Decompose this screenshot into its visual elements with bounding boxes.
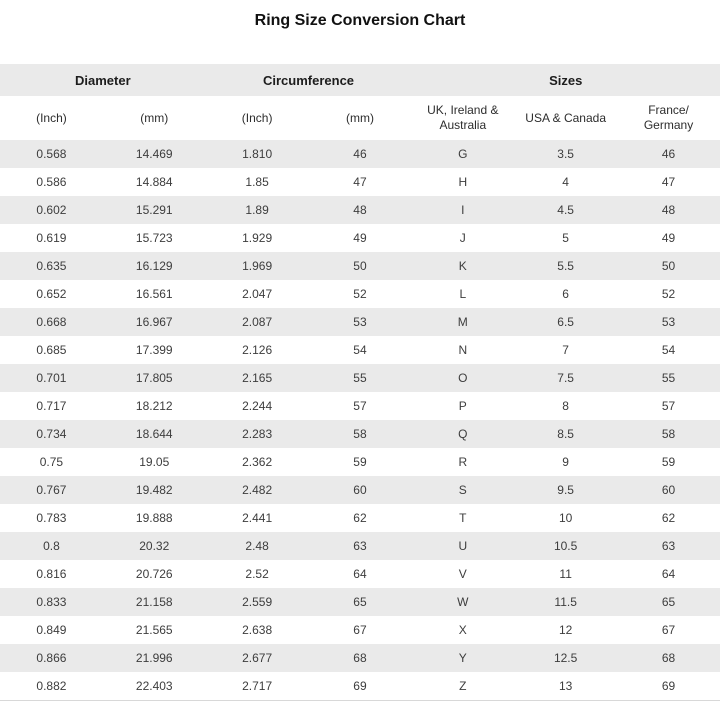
table-cell: U: [411, 532, 514, 560]
column-header-inch: (Inch): [0, 96, 103, 140]
table-cell: 1.85: [245, 175, 269, 189]
table-cell: 55: [617, 364, 720, 392]
table-cell: 9.5: [514, 476, 617, 504]
table-cell: 6: [562, 287, 569, 301]
table-cell: 0.668: [0, 308, 103, 336]
table-cell: 7: [562, 343, 569, 357]
table-cell: 0.685: [36, 343, 67, 357]
table-cell: 2.087: [206, 308, 309, 336]
table-cell: 17.805: [103, 364, 206, 392]
table-cell: 64: [353, 567, 367, 581]
table-cell: 64: [661, 567, 676, 581]
table-cell: 8.5: [514, 420, 617, 448]
table-cell: 2.244: [242, 399, 273, 413]
column-header-mm: (mm): [309, 96, 412, 140]
table-cell: 0.882: [0, 672, 103, 701]
table-cell: 2.441: [242, 511, 273, 525]
table-cell: 48: [617, 196, 720, 224]
table-cell: 0.866: [0, 644, 103, 672]
table-cell: 17.399: [135, 343, 173, 357]
table-cell: 0.75: [39, 455, 64, 469]
table-cell: O: [411, 364, 514, 392]
table-cell: 7.5: [514, 364, 617, 392]
table-cell: 19.482: [103, 476, 206, 504]
table-cell: 65: [617, 588, 720, 616]
table-row: [0, 252, 720, 280]
table-cell: 10: [558, 511, 573, 525]
table-cell: 60: [617, 476, 720, 504]
table-cell: 58: [617, 420, 720, 448]
ring-size-conversion-table: [0, 64, 720, 701]
table-cell: S: [411, 476, 514, 504]
table-cell: 50: [309, 252, 412, 280]
table-cell: 52: [661, 287, 676, 301]
table-cell: 12.5: [514, 644, 617, 672]
group-header-circumference: Circumference: [206, 64, 412, 96]
table-cell: 53: [309, 308, 412, 336]
table-row: [0, 196, 720, 224]
table-cell: 21.996: [103, 644, 206, 672]
table-cell: Q: [411, 420, 514, 448]
table-cell: 0.701: [0, 364, 103, 392]
table-cell: 22.403: [103, 672, 206, 701]
table-cell: 11: [559, 567, 572, 581]
table-cell: 0.783: [36, 511, 67, 525]
table-cell: 2.047: [242, 287, 273, 301]
table-cell: Y: [411, 644, 514, 672]
table-cell: 3.5: [514, 140, 617, 168]
table-cell: 21.565: [135, 623, 173, 637]
table-row: [0, 392, 720, 420]
table-cell: 69: [617, 672, 720, 701]
column-header-mm: (mm): [103, 96, 206, 140]
table-cell: 21.158: [103, 588, 206, 616]
table-row: [0, 168, 720, 196]
table-row: [0, 504, 720, 532]
table-cell: 54: [353, 343, 367, 357]
table-cell: 0.816: [36, 567, 67, 581]
table-cell: 68: [617, 644, 720, 672]
table-row: [0, 140, 720, 168]
table-header: [0, 64, 720, 140]
table-cell: 0.602: [0, 196, 103, 224]
table-cell: 57: [661, 399, 676, 413]
table-cell: 48: [309, 196, 412, 224]
table-row: [0, 280, 720, 308]
table-cell: 11.5: [514, 588, 617, 616]
table-cell: 55: [309, 364, 412, 392]
table-cell: 0.849: [36, 623, 67, 637]
table-cell: N: [458, 343, 468, 357]
table-cell: 2.165: [206, 364, 309, 392]
group-header-sizes: Sizes: [411, 64, 720, 96]
table-cell: 0.652: [36, 287, 67, 301]
table-cell: T: [459, 511, 467, 525]
table-cell: 62: [353, 511, 367, 525]
table-cell: 1.810: [206, 140, 309, 168]
table-cell: 5.5: [514, 252, 617, 280]
table-cell: 14.469: [103, 140, 206, 168]
table-cell: 67: [353, 623, 367, 637]
table-cell: 20.32: [103, 532, 206, 560]
table-row: [0, 336, 720, 364]
column-header-france-germany: France/ Germany: [617, 96, 720, 140]
table-cell: I: [411, 196, 514, 224]
group-header-row: [0, 64, 720, 96]
table-cell: 9: [562, 455, 569, 469]
table-row: [0, 532, 720, 560]
table-cell: 0.8: [0, 532, 103, 560]
table-cell: 59: [661, 455, 676, 469]
table-cell: 63: [617, 532, 720, 560]
table-cell: 19.888: [135, 511, 173, 525]
table-cell: 18.644: [103, 420, 206, 448]
table-row: [0, 308, 720, 336]
table-cell: X: [458, 623, 467, 637]
table-cell: M: [411, 308, 514, 336]
table-body: [0, 140, 720, 701]
table-row: [0, 476, 720, 504]
table-cell: 60: [309, 476, 412, 504]
table-cell: 6.5: [514, 308, 617, 336]
table-cell: L: [459, 287, 467, 301]
table-cell: 15.723: [135, 231, 173, 245]
table-cell: 2.362: [242, 455, 273, 469]
table-cell: 16.129: [103, 252, 206, 280]
table-cell: 19.05: [139, 455, 170, 469]
table-cell: H: [458, 175, 468, 189]
table-cell: 57: [353, 399, 367, 413]
table-cell: G: [411, 140, 514, 168]
table-cell: 0.635: [0, 252, 103, 280]
table-cell: 10.5: [514, 532, 617, 560]
table-cell: 65: [309, 588, 412, 616]
table-cell: 20.726: [135, 567, 173, 581]
table-cell: 1.929: [242, 231, 273, 245]
table-cell: 4.5: [514, 196, 617, 224]
table-cell: P: [458, 399, 467, 413]
table-row: [0, 644, 720, 672]
table-cell: 50: [617, 252, 720, 280]
table-cell: 52: [353, 287, 367, 301]
table-cell: V: [458, 567, 467, 581]
table-cell: 2.48: [206, 532, 309, 560]
table-cell: 68: [309, 644, 412, 672]
table-cell: W: [411, 588, 514, 616]
column-header-inch: (Inch): [206, 96, 309, 140]
group-header-diameter: Diameter: [0, 64, 206, 96]
table-cell: 47: [353, 175, 367, 189]
table-cell: 8: [562, 399, 569, 413]
table-cell: 2.638: [242, 623, 273, 637]
table-cell: 4: [562, 175, 569, 189]
column-header-uk-ireland-australia: UK, Ireland & Australia: [411, 96, 514, 140]
table-cell: 46: [617, 140, 720, 168]
table-cell: 2.482: [206, 476, 309, 504]
table-cell: 2.559: [206, 588, 309, 616]
table-row: [0, 224, 720, 252]
table-row: [0, 560, 720, 588]
table-cell: 69: [309, 672, 412, 701]
table-cell: 18.212: [135, 399, 173, 413]
table-cell: 2.126: [242, 343, 273, 357]
table-cell: 1.89: [206, 196, 309, 224]
table-cell: R: [458, 455, 468, 469]
table-cell: 12: [558, 623, 573, 637]
table-cell: 16.967: [103, 308, 206, 336]
column-header-row: [0, 96, 720, 140]
table-cell: 0.586: [36, 175, 67, 189]
table-cell: 67: [661, 623, 676, 637]
table-cell: 15.291: [103, 196, 206, 224]
table-row: [0, 364, 720, 392]
table-cell: 0.717: [36, 399, 67, 413]
table-row: [0, 420, 720, 448]
table-row: [0, 616, 720, 644]
table-cell: 53: [617, 308, 720, 336]
page-title: Ring Size Conversion Chart: [254, 12, 466, 29]
table-cell: 0.568: [0, 140, 103, 168]
table-cell: 54: [661, 343, 676, 357]
table-cell: 63: [309, 532, 412, 560]
table-cell: K: [411, 252, 514, 280]
table-cell: 58: [309, 420, 412, 448]
column-header-usa-canada: USA & Canada: [514, 96, 617, 140]
table-cell: 2.283: [206, 420, 309, 448]
table-cell: Z: [411, 672, 514, 701]
table-cell: 14.884: [135, 175, 173, 189]
table-cell: 0.619: [36, 231, 67, 245]
table-cell: 62: [661, 511, 676, 525]
table-cell: 47: [661, 175, 676, 189]
table-row: [0, 588, 720, 616]
table-cell: 2.677: [206, 644, 309, 672]
table-cell: 2.717: [206, 672, 309, 701]
table-cell: 49: [661, 231, 676, 245]
table-cell: 0.767: [0, 476, 103, 504]
table-cell: 59: [353, 455, 367, 469]
table-cell: 49: [353, 231, 367, 245]
table-cell: 5: [562, 231, 569, 245]
table-row: [0, 448, 720, 476]
table-cell: 1.969: [206, 252, 309, 280]
table-cell: 46: [309, 140, 412, 168]
table-row: [0, 672, 720, 701]
table-cell: 2.52: [245, 567, 269, 581]
table-cell: 0.734: [0, 420, 103, 448]
table-cell: 13: [514, 672, 617, 701]
table-cell: J: [459, 231, 466, 245]
table-cell: 0.833: [0, 588, 103, 616]
table-cell: 16.561: [135, 287, 173, 301]
